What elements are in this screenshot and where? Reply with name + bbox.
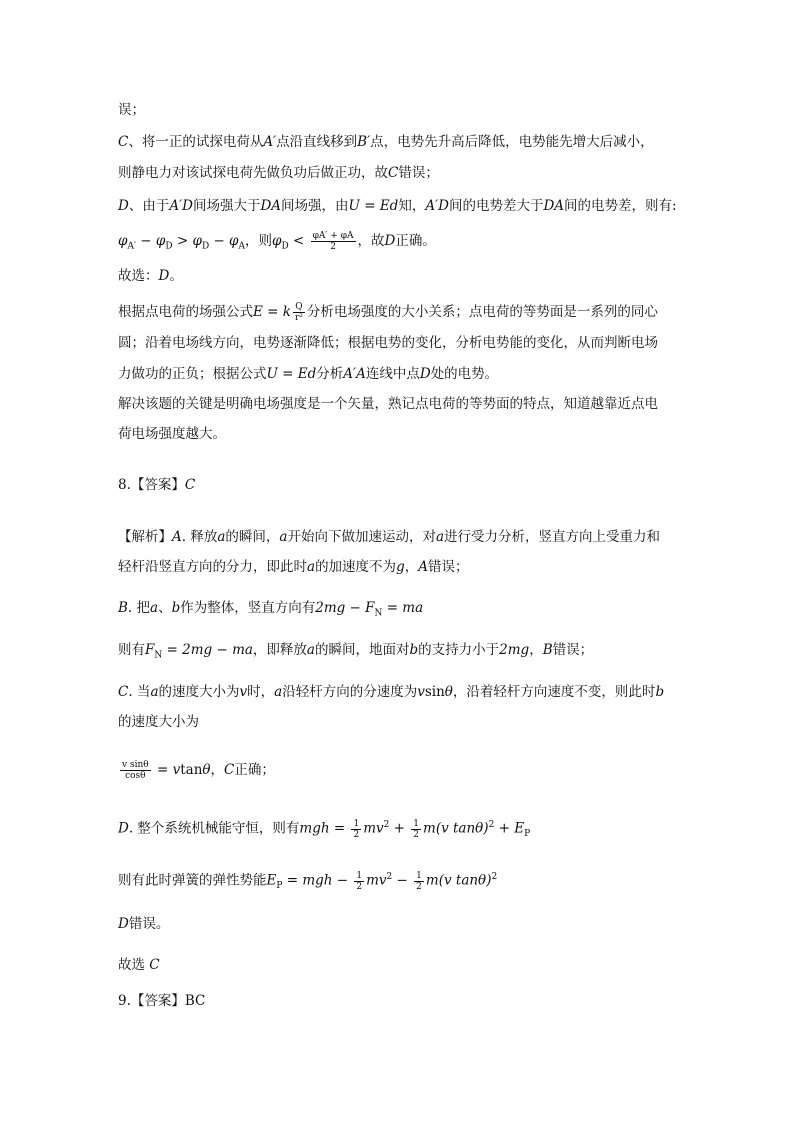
- math-fragment: + E: [494, 820, 525, 837]
- math-fragment: b: [409, 642, 419, 658]
- math-fragment: =: [152, 762, 173, 778]
- text-line-l15: [118, 598, 423, 624]
- text-fragment: 的瞬间，: [225, 529, 280, 545]
- text-fragment: ，即释放: [252, 642, 307, 658]
- text-fragment: 轻杆沿竖直方向的分力，即此时: [118, 559, 307, 575]
- text-fragment: D: [165, 241, 173, 252]
- text-fragment: 错误；: [398, 165, 439, 181]
- math-fragment: U = Ed: [266, 366, 317, 382]
- text-fragment: 点，电势先升高后降低，电势能先增大后减小，: [370, 134, 654, 150]
- text-fragment: C: [118, 684, 129, 700]
- text-line-l12: [118, 475, 195, 495]
- text-fragment: 8.【答案】: [118, 477, 185, 493]
- math-fragment: mv: [363, 820, 384, 837]
- text-fragment: 、将一正的试探电荷从: [128, 134, 264, 150]
- text-fragment: ，: [529, 642, 543, 658]
- text-fragment: C: [184, 477, 196, 493]
- math-fragment: v: [172, 762, 181, 778]
- math-fragment: a: [306, 642, 315, 658]
- math-fragment: a: [150, 684, 159, 700]
- text-line-l02: [118, 132, 654, 152]
- text-line-l18: [118, 712, 199, 732]
- math-fragment: A′: [263, 134, 277, 150]
- text-fragment: ，故: [357, 233, 385, 249]
- fraction: [311, 231, 356, 252]
- text-fragment: . 把: [127, 600, 151, 616]
- fraction-denominator: 2: [416, 881, 422, 892]
- text-fragment: D: [281, 241, 289, 252]
- math-fragment: a: [217, 529, 226, 545]
- fraction: [293, 302, 305, 323]
- text-fragment: 间场强，由: [281, 198, 349, 214]
- text-fragment: 、由于: [128, 198, 170, 214]
- math-fragment: g: [396, 559, 405, 575]
- text-fragment: 错误；: [552, 642, 594, 658]
- text-fragment: 正确；: [234, 762, 275, 778]
- text-line-l03: [118, 163, 439, 183]
- text-fragment: 开始向下做加速运动，对: [287, 529, 436, 545]
- text-fragment: 2: [383, 820, 390, 830]
- text-fragment: 解决该题的关键是明确电场强度是一个矢量，熟记点电荷的等势面的特点，知道越靠近点电: [118, 396, 658, 412]
- math-fragment: F: [145, 642, 155, 658]
- fraction-numerator: 1: [356, 870, 363, 881]
- text-fragment: C: [149, 957, 160, 973]
- math-fragment: +: [389, 820, 410, 837]
- text-fragment: sin: [424, 684, 445, 700]
- text-line-l05: [118, 231, 436, 257]
- math-fragment: E = k: [253, 304, 291, 320]
- text-fragment: A′: [127, 241, 136, 252]
- text-line-l22: [118, 914, 169, 934]
- text-fragment: A: [418, 559, 428, 575]
- math-fragment: m(v tanθ): [423, 820, 489, 837]
- fraction: [354, 871, 364, 892]
- text-fragment: 进行受力分析，竖直方向上受重力和: [444, 529, 661, 545]
- text-fragment: 则静电力对该试探电荷先做负功后做正功，故: [118, 165, 388, 181]
- math-fragment: a: [307, 559, 316, 575]
- math-fragment: A′A: [343, 366, 366, 382]
- math-fragment: 2mg − F: [315, 600, 375, 616]
- fraction-numerator: 1: [353, 818, 360, 829]
- text-fragment: ，沿着轻杆方向速度不变，则此时: [452, 684, 656, 700]
- fraction: [351, 819, 361, 840]
- text-line-l16: [118, 640, 593, 666]
- text-fragment: 力做功的正负；根据公式: [118, 366, 267, 382]
- text-fragment: 荷电场强度越大。: [118, 426, 226, 442]
- text-fragment: tan: [180, 762, 203, 778]
- text-fragment: 【解析】: [118, 529, 172, 545]
- text-fragment: 分析: [316, 366, 344, 382]
- math-fragment: A′D: [425, 198, 449, 214]
- text-fragment: 间场强大于: [192, 198, 261, 214]
- text-fragment: 的速度大小为: [118, 714, 199, 730]
- text-fragment: 的速度大小为: [158, 684, 240, 700]
- fraction-numerator: φA′ + φA: [312, 231, 354, 241]
- text-line-l11: [118, 424, 226, 444]
- text-fragment: 9.【答案】BC: [118, 993, 206, 1009]
- text-fragment: 故选：: [118, 268, 159, 284]
- text-fragment: 间的电势差，则有:: [564, 198, 677, 214]
- text-fragment: D: [158, 268, 170, 284]
- text-line-l17: [118, 682, 664, 702]
- text-fragment: B: [542, 642, 553, 658]
- math-fragment: 2mg: [499, 642, 530, 658]
- math-fragment: − φ: [209, 233, 239, 249]
- math-fragment: DA: [260, 198, 282, 214]
- text-fragment: 、: [158, 600, 172, 616]
- text-fragment: 错误。: [128, 916, 170, 932]
- math-fragment: θ: [444, 684, 453, 700]
- fraction: [414, 871, 424, 892]
- text-fragment: ，: [210, 762, 225, 778]
- text-fragment: 的支持力小于: [418, 642, 500, 658]
- text-line-l07: [118, 302, 658, 323]
- fraction-denominator: 2: [353, 829, 360, 840]
- fraction-numerator: Q: [293, 302, 305, 313]
- fraction-denominator: cosθ: [125, 771, 146, 781]
- text-fragment: 则有此时弹簧的弹性势能: [118, 872, 267, 889]
- text-fragment: A: [238, 241, 246, 252]
- math-fragment: v: [239, 684, 248, 700]
- math-fragment: = 2mg − ma: [162, 642, 253, 658]
- text-fragment: 时，: [247, 684, 275, 700]
- text-line-l01: [118, 100, 145, 120]
- text-fragment: 的加速度不为: [315, 559, 397, 575]
- fraction-denominator: 2: [413, 829, 420, 840]
- math-fragment: a: [435, 529, 445, 545]
- text-fragment: 误；: [118, 102, 145, 118]
- text-fragment: 沿轻杆方向的分速度为: [282, 684, 418, 700]
- fraction-numerator: 1: [416, 870, 422, 881]
- text-fragment: D: [118, 820, 129, 837]
- text-fragment: P: [276, 881, 283, 892]
- math-fragment: U = Ed: [348, 198, 399, 214]
- text-fragment: B: [118, 600, 128, 616]
- math-fragment: = ma: [382, 600, 424, 616]
- text-fragment: N: [374, 608, 383, 619]
- text-fragment: C: [224, 762, 235, 778]
- text-fragment: 根据点电荷的场强公式: [118, 304, 253, 320]
- text-fragment: D: [118, 916, 129, 932]
- math-fragment: mv: [366, 872, 387, 889]
- text-fragment: C: [388, 165, 399, 181]
- text-line-l20: [118, 815, 530, 844]
- math-fragment: = mgh −: [282, 872, 353, 889]
- math-fragment: φ: [272, 233, 282, 249]
- math-fragment: b: [655, 684, 665, 700]
- text-fragment: 分析电场强度的大小关系；点电荷的等势面是一系列的同心: [306, 304, 658, 320]
- text-fragment: ，则: [245, 233, 273, 249]
- text-fragment: 的瞬间，地面对: [314, 642, 410, 658]
- fraction: [120, 760, 151, 781]
- math-fragment: a: [279, 529, 288, 545]
- text-fragment: 点沿直线移到: [276, 134, 358, 150]
- math-fragment: v: [417, 684, 425, 700]
- text-fragment: 2: [488, 820, 495, 830]
- text-line-l06: [118, 266, 183, 286]
- text-fragment: 圆；沿着电场线方向，电势逐渐降低；根据电势的变化，分析电势能的变化，从而判断电场: [118, 335, 658, 351]
- math-fragment: E: [266, 872, 277, 889]
- text-line-l23: [118, 955, 160, 975]
- math-fragment: a: [150, 600, 159, 616]
- fraction-numerator: 1: [413, 818, 420, 829]
- math-fragment: mgh =: [299, 820, 350, 837]
- text-line-l08: [118, 333, 658, 353]
- text-fragment: 作为整体，竖直方向有: [180, 600, 316, 616]
- text-line-l14: [118, 557, 468, 577]
- text-line-l09: [118, 364, 498, 384]
- text-fragment: 连线中点: [365, 366, 420, 382]
- text-fragment: D: [384, 233, 396, 249]
- math-fragment: B′: [357, 134, 371, 150]
- math-fragment: −: [392, 872, 413, 889]
- text-fragment: D: [118, 198, 129, 214]
- math-fragment: φ: [118, 233, 128, 249]
- math-fragment: > φ: [172, 233, 202, 249]
- math-fragment: m(v tanθ): [425, 872, 492, 889]
- text-fragment: 2: [491, 872, 498, 882]
- text-fragment: A: [172, 529, 182, 545]
- text-fragment: . 释放: [181, 529, 218, 545]
- math-fragment: − φ: [136, 233, 166, 249]
- text-fragment: ，: [404, 559, 419, 575]
- text-fragment: 正确。: [395, 233, 436, 249]
- text-fragment: P: [524, 829, 531, 840]
- text-fragment: 处的电势。: [430, 366, 499, 382]
- math-fragment: θ: [202, 762, 211, 778]
- text-line-l04: [118, 196, 677, 216]
- math-fragment: a: [274, 684, 283, 700]
- fraction-denominator: 2: [356, 881, 363, 892]
- text-fragment: 知，: [398, 198, 426, 214]
- text-fragment: 2: [386, 872, 393, 882]
- text-fragment: 。: [169, 268, 183, 284]
- text-line-l19: [118, 760, 275, 781]
- text-fragment: N: [154, 650, 163, 661]
- text-fragment: . 整个系统机械能守恒，则有: [128, 820, 300, 837]
- text-line-l21: [118, 867, 497, 896]
- math-fragment: DA: [543, 198, 565, 214]
- fraction: [411, 819, 421, 840]
- text-fragment: C: [118, 134, 129, 150]
- math-fragment: b: [171, 600, 181, 616]
- math-fragment: <: [288, 233, 309, 249]
- fraction-denominator: r²: [294, 313, 303, 323]
- text-line-l10: [118, 394, 658, 414]
- fraction-numerator: v sinθ: [122, 760, 149, 770]
- text-line-l24: [118, 991, 205, 1011]
- fraction-denominator: 2: [330, 242, 336, 252]
- text-fragment: 间的电势差大于: [448, 198, 544, 214]
- text-fragment: 故选: [118, 957, 150, 973]
- math-fragment: A′D: [169, 198, 193, 214]
- math-fragment: D: [419, 366, 431, 382]
- text-fragment: 错误；: [427, 559, 469, 575]
- text-fragment: D: [201, 241, 210, 252]
- text-fragment: 则有: [118, 642, 145, 658]
- text-fragment: . 当: [128, 684, 151, 700]
- text-line-l13: [118, 527, 660, 547]
